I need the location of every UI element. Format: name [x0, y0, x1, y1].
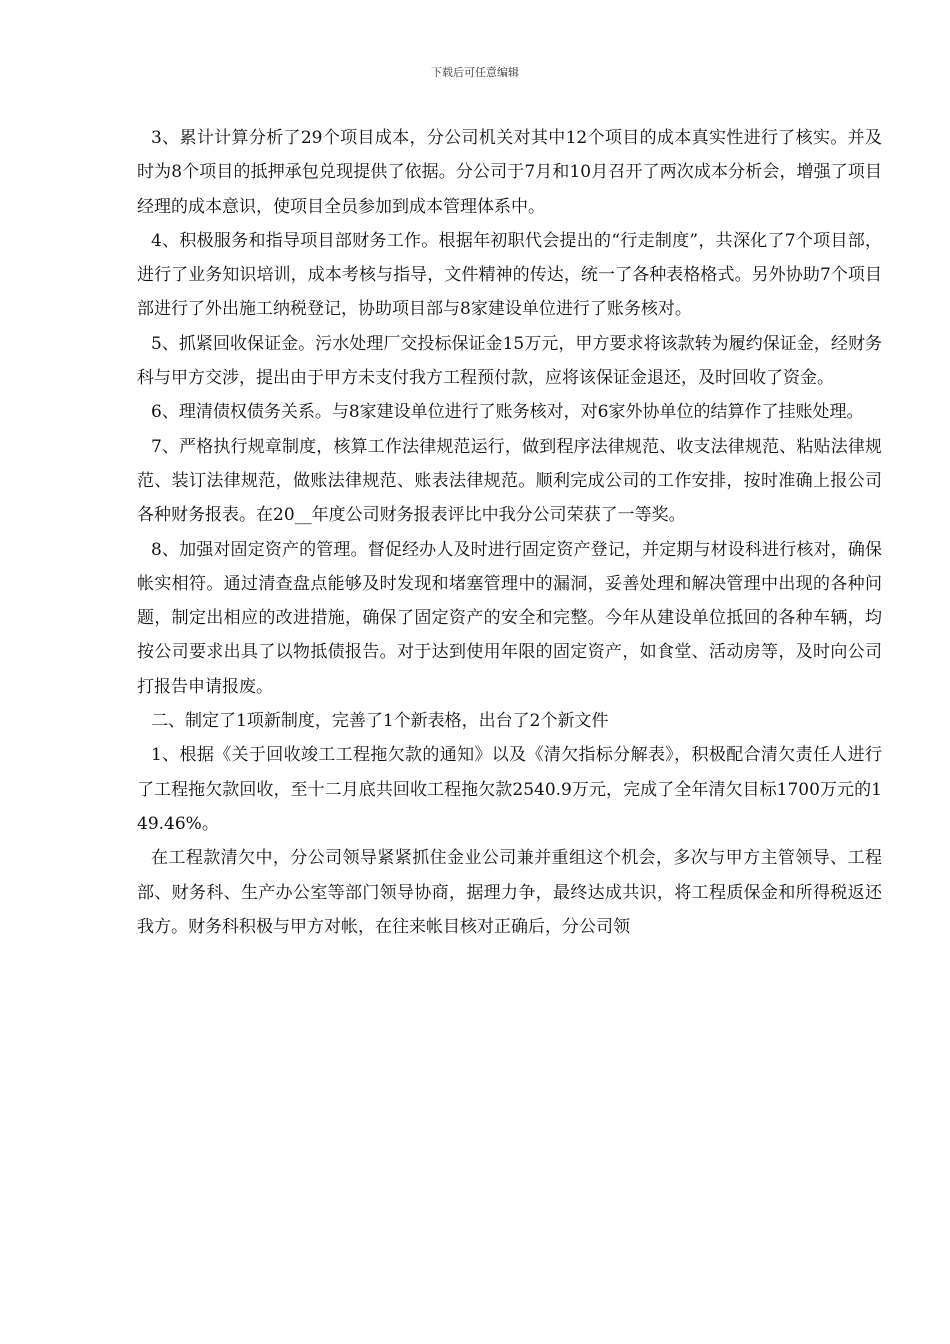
paragraph-regulations: 7、严格执行规章制度，核算工作法律规范运行，做到程序法律规范、收支法律规范、粘贴法律规范、装订法律规范，做账法律规范、账表法律规范。顺利完成公司的工作安排，按时准确上报公司各种财务报表。在20__年度公司财务报表评比中我分公司荣获了一等奖。 [137, 436, 882, 526]
page-header-note: 下载后可任意编辑 [431, 66, 519, 79]
paragraph-arrears-details: 在工程款清欠中，分公司领导紧紧抓住金业公司兼并重组这个机会，多次与甲方主管领导、工程部、财务科、生产办公室等部门领导协商，据理力争，最终达成共识，将工程质保金和所得税返还我方。财务科积极与甲方对帐，在往来帐目核对正确后，分公司领 [137, 848, 882, 937]
paragraph-cost-analysis: 3、累计计算分析了29个项目成本，分公司机关对其中12个项目的成本真实性进行了核实。并及时为8个项目的抵押承包兑现提供了依据。分公司于7月和10月召开了两次成本分析会，增强了项目经理的成本意识，使项目全员参加到成本管理体系中。 [137, 128, 882, 217]
paragraph-fixed-assets: 8、加强对固定资产的管理。督促经办人及时进行固定资产登记，并定期与材设科进行核对，确保帐实相符。通过清查盘点能够及时发现和堵塞管理中的漏洞，妥善处理和解决管理中出现的各种问题，制定出相应的改进措施，确保了固定资产的安全和完整。今年从建设单位抵回的各种车辆，均按公司要求出具了以物抵债报告。对于达到使用年限的固定资产，如食堂、活动房等，及时向公司打报告申请报废。 [137, 539, 882, 697]
paragraph-debt-relations: 6、理清债权债务关系。与8家建设单位进行了账务核对，对6家外协单位的结算作了挂账处理。 [151, 402, 864, 423]
section-heading-new-systems: 二、制定了1项新制度，完善了1个新表格，出台了2个新文件 [151, 711, 609, 732]
paragraph-project-finance-guidance: 4、积极服务和指导项目部财务工作。根据年初职代会提出的“行走制度”，共深化了7个项目部，进行了业务知识培训，成本考核与指导，文件精神的传达，统一了各种表格格式。另外协助7个项目部进行了外出施工纳税登记，协助项目部与8家建设单位进行了账务核对。 [137, 230, 882, 320]
document-body [137, 121, 882, 944]
paragraph-arrears-recovery: 1、根据《关于回收竣工工程拖欠款的通知》以及《清欠指标分解表》，积极配合清欠责任人进行了工程拖欠款回收，至十二月底共回收工程拖欠款2540.9万元，完成了全年清欠目标1700万元的149.46%。 [137, 745, 882, 834]
paragraph-deposit-recovery: 5、抓紧回收保证金。污水处理厂交投标保证金15万元，甲方要求将该款转为履约保证金，经财务科与甲方交涉，提出由于甲方未支付我方工程预付款，应将该保证金退还，及时回收了资金。 [137, 333, 882, 389]
